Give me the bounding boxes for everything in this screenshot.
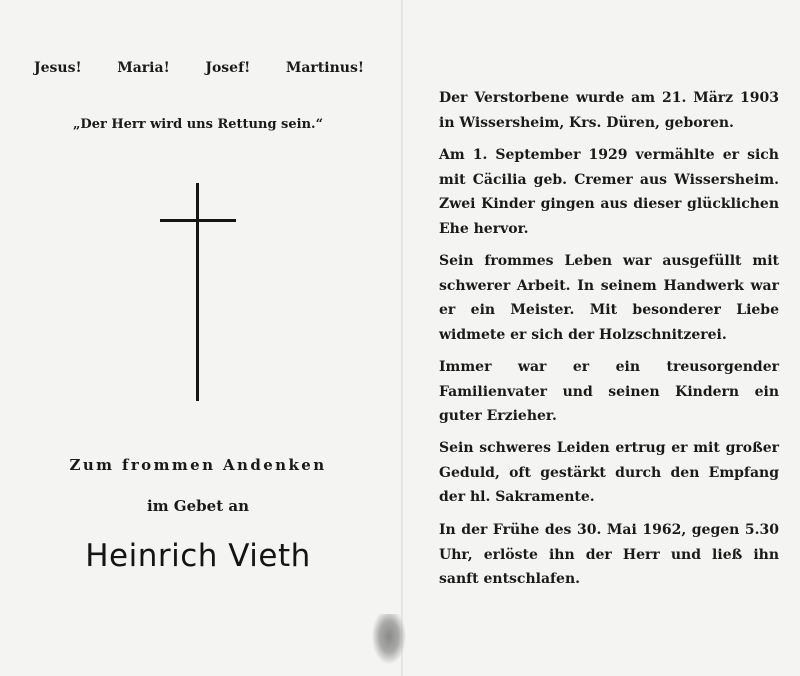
paragraph-work: Sein frommes Leben war ausgefüllt mit schwerer Arbeit. In seinem Handwerk war er ein Meister. Mit besonderer Liebe widmete er sich der Holzschnitzerei. xyxy=(439,253,779,343)
name-jesus: Jesus! xyxy=(34,60,82,76)
paragraph-marriage: Am 1. September 1929 vermählte er sich mit Cäcilia geb. Cremer aus Wissersheim. Zwei Kinder gingen aus dieser glücklichen Ehe hervor. xyxy=(439,147,779,237)
paragraph-birth: Der Verstorbene wurde am 21. März 1903 in Wissersheim, Krs. Düren, geboren. xyxy=(439,90,779,131)
gebet-line: im Gebet an xyxy=(147,497,249,515)
andenken-line: Zum frommen Andenken xyxy=(69,456,327,474)
paper-stain xyxy=(372,614,406,664)
name-maria: Maria! xyxy=(117,60,170,76)
name-martinus: Martinus! xyxy=(285,60,364,76)
paragraph-illness: Sein schweres Leiden ertrug er mit großer Geduld, oft gestärkt durch den Empfang der hl. Sakramente. xyxy=(439,440,779,505)
deceased-name: Heinrich Vieth xyxy=(85,538,311,574)
paragraph-death: In der Frühe des 30. Mai 1962, gegen 5.30 Uhr, erlöste ihn der Herr und ließ ihn sanft entschlafen. xyxy=(439,522,779,587)
cross-vertical-bar xyxy=(196,183,199,401)
cross-horizontal-bar xyxy=(160,219,236,222)
name-josef: Josef! xyxy=(205,60,251,76)
holy-names xyxy=(34,60,364,76)
right-panel xyxy=(403,0,800,676)
motto: „Der Herr wird uns Rettung sein.“ xyxy=(72,117,324,132)
paragraph-family: Immer war er ein treusorgender Familienvater und seinen Kindern ein guter Erzieher. xyxy=(439,359,779,424)
